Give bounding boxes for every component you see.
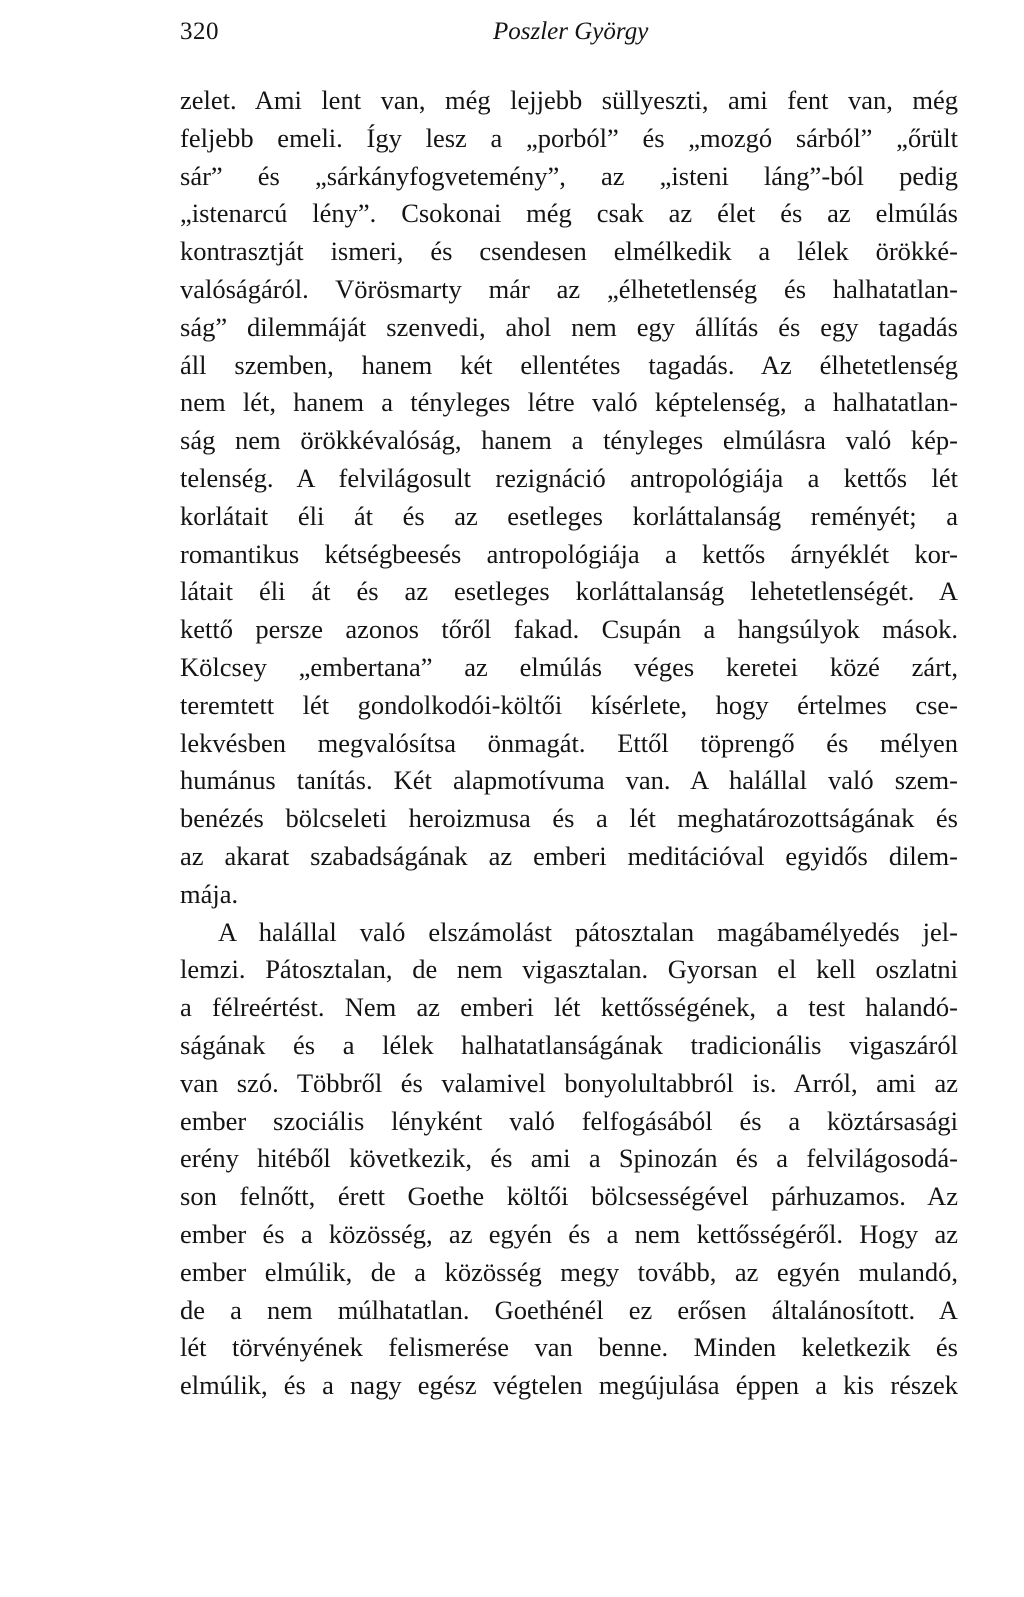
body-text <box>180 82 958 1405</box>
text-line: teremtett lét gondolkodói-költői kísérlete, hogy értelmes cse- <box>180 689 958 720</box>
text-line: mája. <box>180 878 239 909</box>
text-line: ságának és a lélek halhatatlanságának tradicionális vigaszáról <box>180 1029 958 1060</box>
text-line: látait éli át és az esetleges korláttalanság lehetetlenségét. A <box>180 576 958 607</box>
text-line: áll szemben, hanem két ellentétes tagadás. Az élhetetlenség <box>180 349 958 380</box>
text-line: lemzi. Pátosztalan, de nem vigasztalan. Gyorsan el kell oszlatni <box>180 954 958 985</box>
text-line: zelet. Ami lent van, még lejjebb süllyeszti, ami fent van, még <box>180 85 958 115</box>
text-line: ember és a közösség, az egyén és a nem kettősségéről. Hogy az <box>180 1218 958 1249</box>
text-line: ember elmúlik, de a közösség megy tovább, az egyén mulandó, <box>180 1256 958 1287</box>
text-line: ság” dilemmáját szenvedi, ahol nem egy állítás és egy tagadás <box>180 311 958 342</box>
text-line: sár” és „sárkányfogvetemény”, az „isteni láng”-ból pedig <box>180 160 958 191</box>
running-head-author: Poszler György <box>493 18 649 45</box>
text-line: kontrasztját ismeri, és csendesen elmélkedik a lélek örökké- <box>180 236 958 267</box>
text-line: a félreértést. Nem az emberi lét kettősségének, a test halandó- <box>180 992 958 1023</box>
text-line: humánus tanítás. Két alapmotívuma van. A halállal való szem- <box>180 765 958 796</box>
text-line: benézés bölcseleti heroizmusa és a lét meghatározottságának és <box>180 803 958 834</box>
text-line: lekvésben megvalósítsa önmagát. Ettől töprengő és mélyen <box>180 727 958 758</box>
text-line: ság nem örökkévalóság, hanem a tényleges elmúlásra való kép- <box>180 425 958 456</box>
text-line: erény hitéből következik, és ami a Spinozán és a felvilágosodá- <box>180 1143 958 1174</box>
text-line: romantikus kétségbeesés antropológiája a kettős árnyéklét kor- <box>180 538 958 569</box>
text-line: „istenarcú lény”. Csokonai még csak az élet és az elmúlás <box>180 198 958 229</box>
text-line: feljebb emeli. Így lesz a „porból” és „mozgó sárból” „őrült <box>180 122 958 153</box>
text-line: korlátait éli át és az esetleges korláttalanság reményét; a <box>180 500 958 531</box>
text-line: nem lét, hanem a tényleges létre való képtelenség, a halhatatlan- <box>180 387 958 418</box>
text-line: kettő persze azonos tőről fakad. Csupán a hangsúlyok mások. <box>180 614 958 645</box>
text-line: Kölcsey „embertana” az elmúlás véges keretei közé zárt, <box>180 651 958 682</box>
text-line: van szó. Többről és valamivel bonyolultabbról is. Arról, ami az <box>180 1067 958 1098</box>
text-line: lét törvényének felismerése van benne. Minden keletkezik és <box>180 1332 958 1363</box>
text-line: A halállal való elszámolást pátosztalan magábamélyedés jel- <box>218 916 958 947</box>
text-line: telenség. A felvilágosult rezignáció antropológiája a kettős lét <box>180 462 958 493</box>
text-line: de a nem múlhatatlan. Goethénél ez erősen általánosított. A <box>180 1294 958 1325</box>
page-header <box>180 18 970 54</box>
text-line: az akarat szabadságának az emberi meditációval egyidős dilem- <box>180 840 958 871</box>
text-line: ember szociális lényként való felfogásából és a köztársasági <box>180 1105 958 1136</box>
text-line: son felnőtt, érett Goethe költői bölcsességével párhuzamos. Az <box>180 1181 958 1212</box>
page-number: 320 <box>180 18 219 45</box>
text-line: valóságáról. Vörösmarty már az „élhetetlenség és halhatatlan- <box>180 273 958 304</box>
text-line: elmúlik, és a nagy egész végtelen megújulása éppen a kis részek <box>180 1370 958 1401</box>
